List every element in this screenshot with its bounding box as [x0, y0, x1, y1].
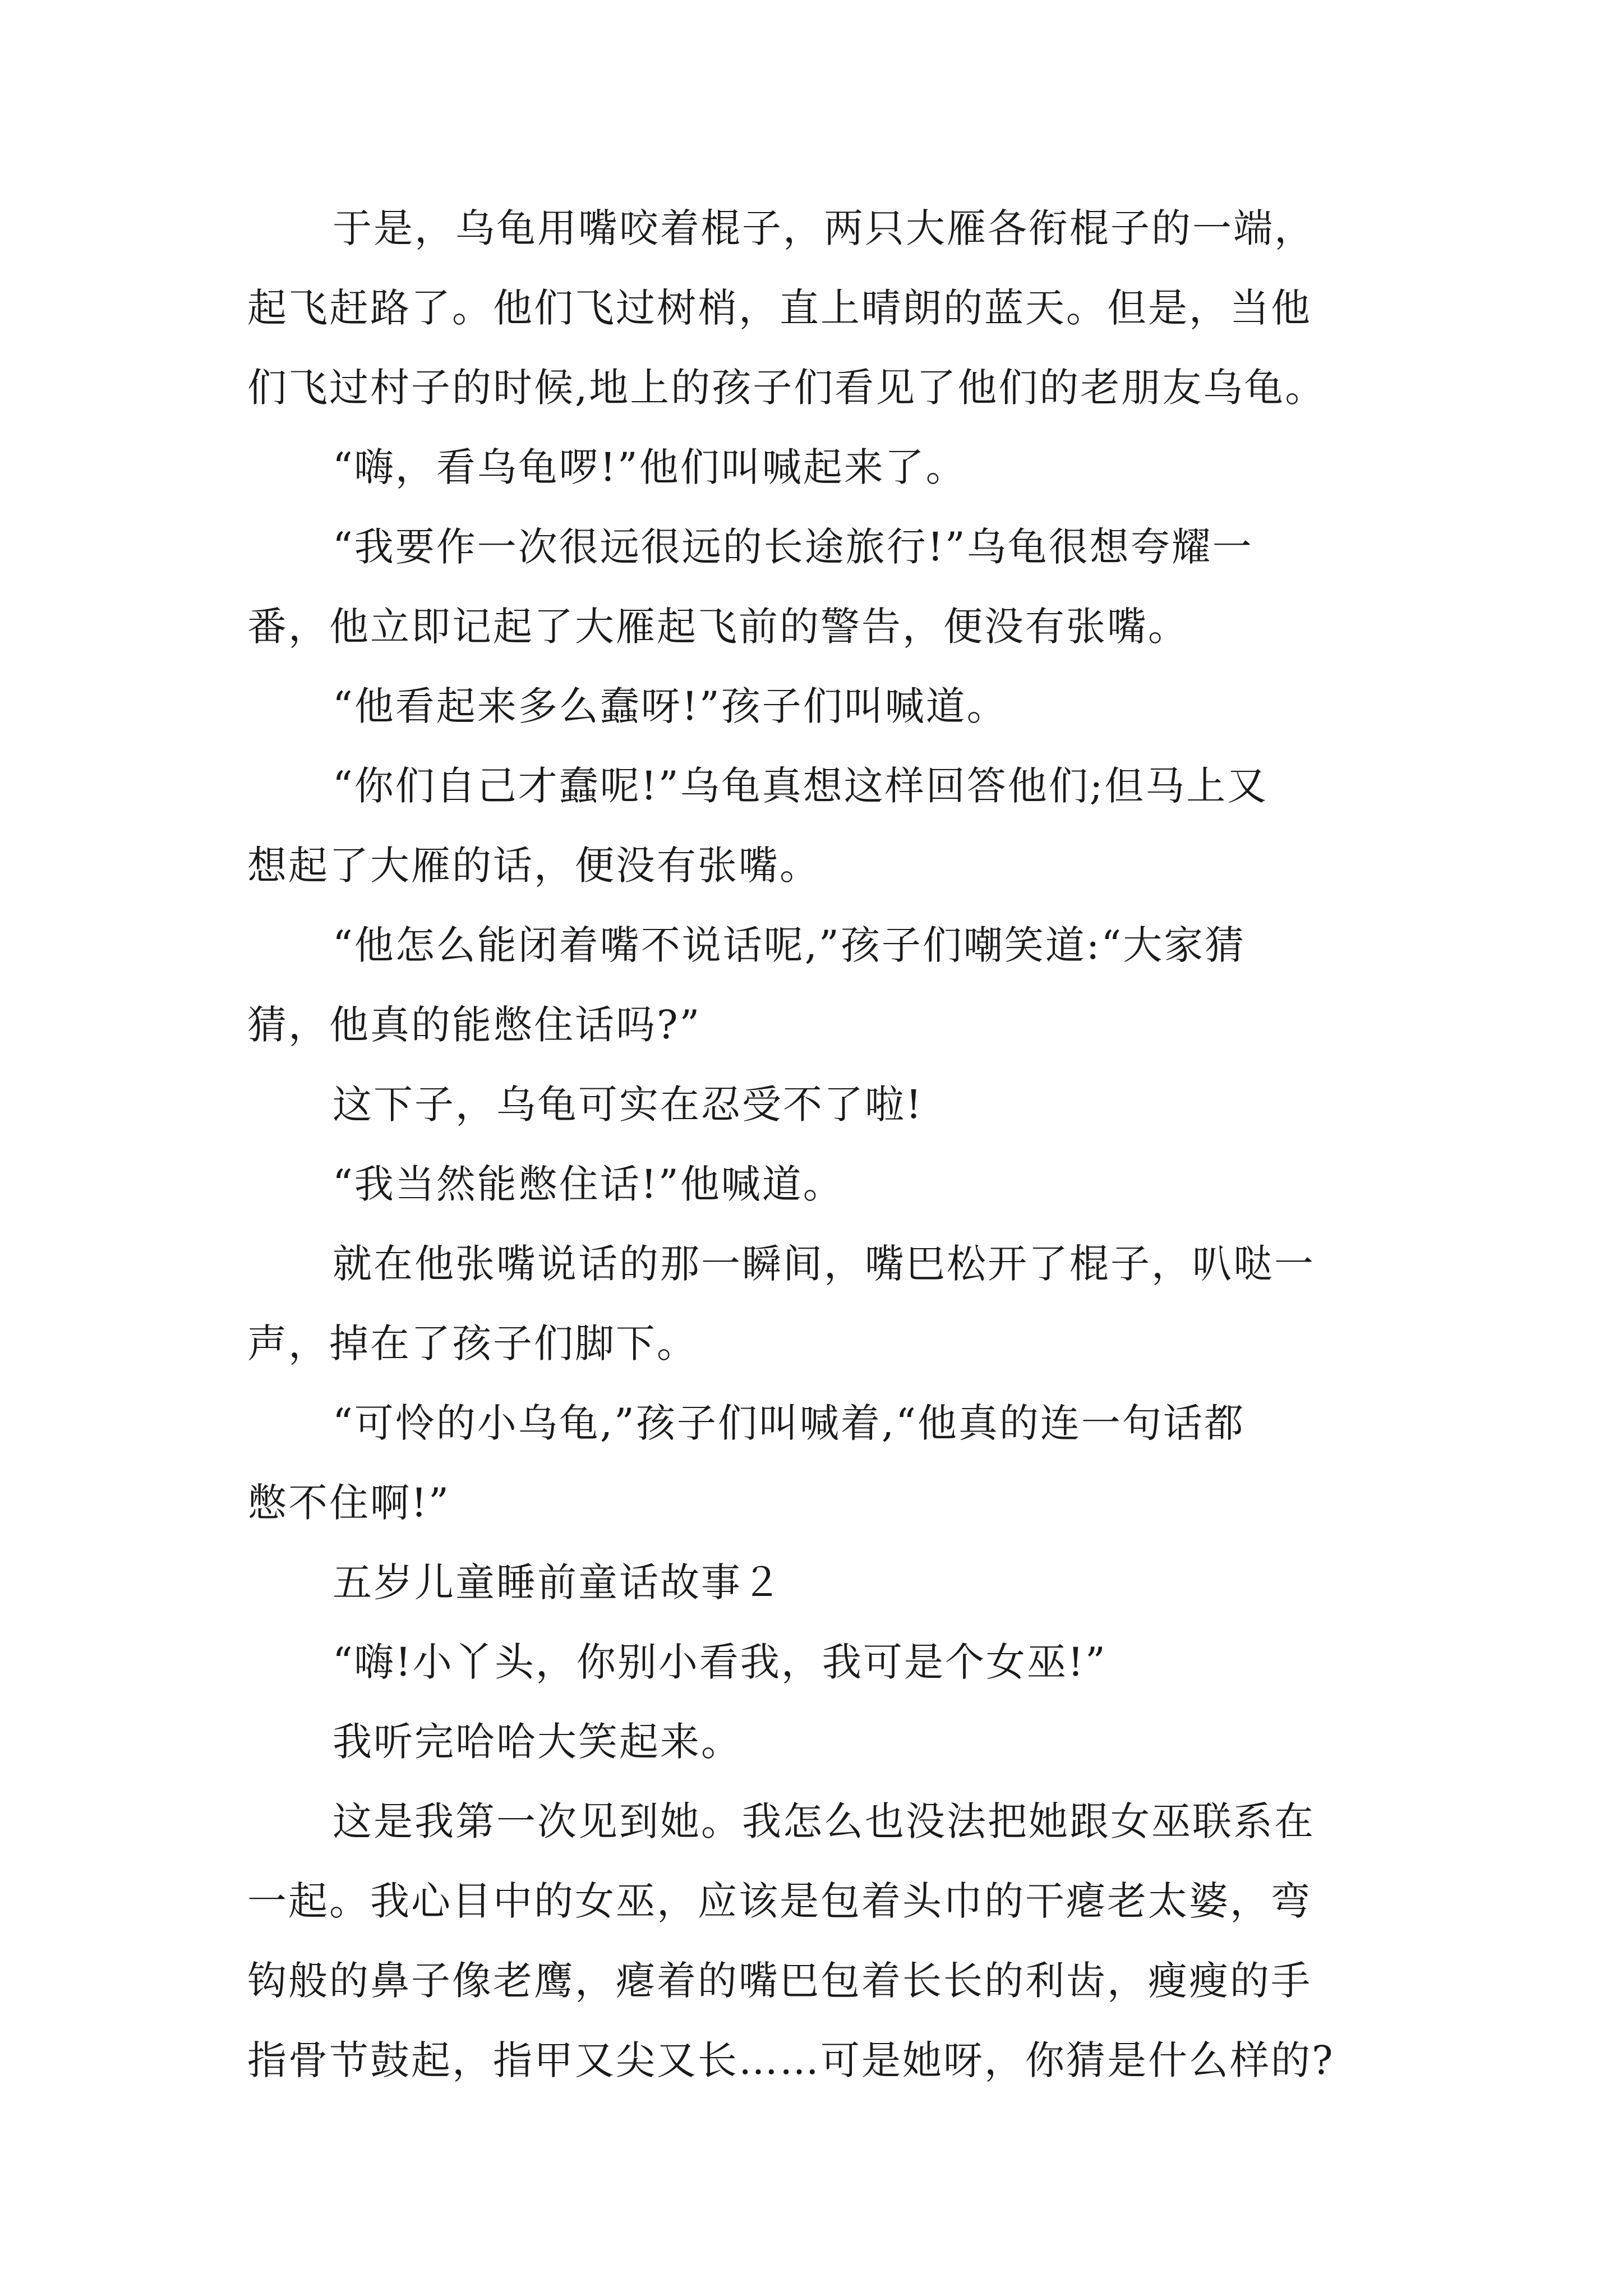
text-line: 想起了大雁的话，便没有张嘴。 — [247, 843, 820, 889]
text-line: “他看起来多么蠢呀!”孩子们叫喊道。 — [333, 683, 1008, 729]
text-line: “你们自己才蠢呢!”乌龟真想这样回答他们;但马上又 — [333, 763, 1269, 809]
story-text — [247, 188, 1403, 2100]
text-line: 们飞过村子的时候,地上的孩子们看见了他们的老朋友乌龟。 — [247, 365, 1326, 411]
text-line: 于是，乌龟用嘴咬着棍子，两只大雁各衔棍子的一端， — [333, 205, 1315, 251]
text-line: 声，掉在了孩子们脚下。 — [247, 1320, 698, 1366]
text-line: “可怜的小乌龟,”孩子们叫喊着,“他真的连一句话都 — [333, 1400, 1245, 1446]
text-line: 猜，他真的能憋住话吗?” — [247, 1002, 702, 1048]
text-line: “嗨，看乌龟啰!”他们叫喊起来了。 — [333, 444, 967, 490]
text-line: 番，他立即记起了大雁起飞前的警告，便没有张嘴。 — [247, 604, 1189, 650]
text-line: 一起。我心目中的女巫，应该是包着头巾的干瘪老太婆，弯 — [247, 1878, 1312, 1924]
text-line: 钩般的鼻子像老鹰，瘪着的嘴巴包着长长的利齿，瘦瘦的手 — [247, 1958, 1312, 2004]
text-line: 憋不住啊!” — [247, 1480, 450, 1526]
text-line: 这是我第一次见到她。我怎么也没法把她跟女巫联系在 — [333, 1798, 1315, 1844]
text-line: 这下子，乌龟可实在忍受不了啦! — [333, 1082, 924, 1128]
section-heading: 五岁儿童睡前童话故事２ — [333, 1559, 783, 1605]
text-line: 指骨节鼓起，指甲又尖又长……可是她呀，你猜是什么样的? — [247, 2037, 1335, 2083]
text-line: “我要作一次很远很远的长途旅行!”乌龟很想夸耀一 — [333, 524, 1253, 570]
text-line: “他怎么能闭着嘴不说话呢,”孩子们嘲笑道:“大家猜 — [333, 922, 1246, 968]
text-line: “我当然能憋住话!”他喊道。 — [333, 1161, 844, 1207]
text-line: “嗨!小丫头，你别小看我，我可是个女巫!” — [333, 1639, 1107, 1685]
text-line: 就在他张嘴说话的那一瞬间，嘴巴松开了棍子，叭哒一 — [333, 1241, 1315, 1287]
text-line: 起飞赶路了。他们飞过树梢，直上晴朗的蓝天。但是，当他 — [247, 285, 1312, 331]
text-line: 我听完哈哈大笑起来。 — [333, 1719, 742, 1765]
